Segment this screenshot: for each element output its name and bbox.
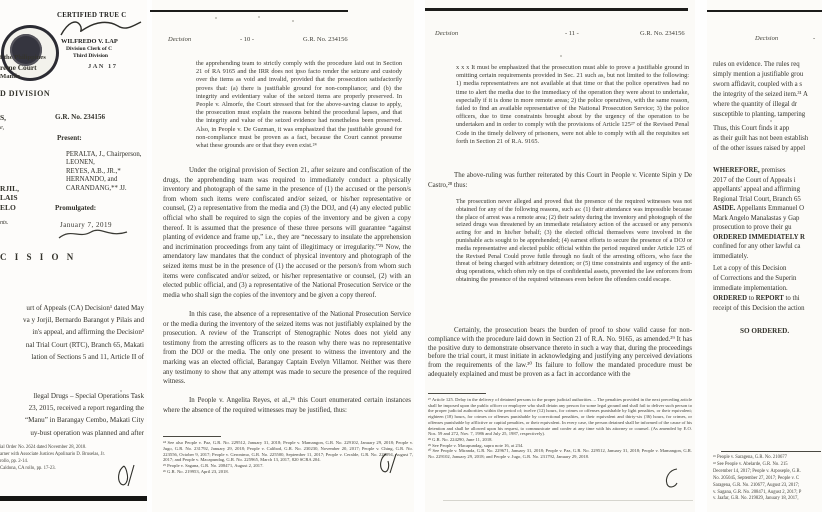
date-received-stamp: JAN 17: [88, 63, 118, 70]
scan-speckle: [120, 390, 122, 392]
text-line: rollo, pp. 2-14.: [0, 459, 28, 464]
body-paragraph: Certainly, the prosecution bears the burden of proof to show valid cause for non-compliance with the procedure laid down in Section 21 of R.A. No. 9165, as amended.²⁹ It has the positive duty to demonstrate observance thereto in such a way that, during the proceedings before the trial court, it must initiate in acknowledging and justifying any perceived deviations from the requirements of the law.³⁰ Its failure to follow the mandated procedure must be adequately explained and must be proven as a fact in accordance with the: [428, 327, 692, 378]
footnote-separator: [163, 436, 221, 437]
text-line: simply mention a justifiable grou: [713, 71, 804, 78]
gr-number: G.R. No. 234156: [55, 113, 106, 121]
caption-fragment: S,: [0, 113, 7, 122]
scan-top-edge: [707, 10, 822, 12]
page-paraph-signature: [663, 466, 681, 490]
body-fragment-paragraph: [0, 302, 144, 363]
dispositive-line: Mark Angelo Manalastas y Gap: [713, 214, 800, 222]
text-line: ²⁹ See People v. Macapundag, supra note 16, at 234.: [428, 442, 524, 448]
text-line: ³² See People v. Abelarde, G.R. No. 215: [713, 461, 788, 467]
ordered-released-keyword: ORDERED IMMEDIATELY R: [713, 233, 805, 241]
text-line: Caldona, CA rollo, pp. 17-23.: [0, 466, 56, 471]
text-line: “Manu” in Barangay Cembo, Makati City: [25, 416, 144, 425]
caption-fragment: LAIS: [0, 193, 18, 202]
clerk-signature: [58, 17, 144, 39]
wherefore-keyword: WHEREFORE,: [713, 167, 760, 174]
ordered-keyword: ORDERED: [713, 295, 747, 302]
scan-speckle: [258, 16, 260, 18]
text-line: Thus, this Court finds it app: [713, 125, 790, 132]
footnotes: [163, 440, 413, 475]
body-fragment-paragraph: [713, 60, 808, 120]
caption-fragment: nts.: [0, 220, 9, 226]
text-line: No. 205045, September 27, 2017; People v. C: [713, 475, 800, 481]
dispositive-line: Regional Trial Court, Branch 65: [713, 195, 801, 203]
page-paraph-signature: [114, 463, 136, 489]
text-line: nal Trial Court (RTC), Branch 65, Makati: [25, 340, 144, 349]
text-line: in's appeal, and affirming the Decision²: [32, 328, 144, 337]
clerk-division: Third Division: [73, 53, 108, 59]
letterhead-manila: Manila: [0, 73, 21, 80]
letterhead-supreme-court: reme Court: [0, 63, 37, 72]
scan-top-edge: [150, 10, 348, 12]
footnote-separator: [721, 451, 821, 452]
page-12-scan: [707, 0, 822, 512]
aside-keyword: ASIDE.: [713, 205, 736, 212]
header-page-number: - 11 -: [565, 30, 579, 37]
scan-speckle: [292, 20, 294, 22]
implementation-line: immediate implementation.: [713, 285, 788, 292]
implementation-line: of Corrections and the Superin: [713, 275, 797, 282]
implementation-paragraph: [713, 264, 805, 314]
dispositive-paragraph: [713, 166, 805, 261]
certified-true-copy-stamp: CERTIFIED TRUE C: [57, 12, 127, 19]
page-paraph-signature: [377, 452, 397, 476]
caption-fragment: ELO: [0, 203, 16, 212]
page-11-scan: [425, 0, 695, 512]
implementation-line: Let a copy of this Decision: [713, 265, 787, 272]
text-line: HERNANDO, and: [66, 176, 118, 184]
header-doc-type: Decision: [168, 36, 192, 43]
seal-inner: [10, 34, 42, 66]
implementation-line: to thi: [783, 295, 800, 302]
text-line: ³¹ People v. Saragena, G.R. No. 210677: [713, 455, 787, 460]
text-line: llegal Drugs – Special Operations Task: [33, 392, 144, 400]
footnotes-fragment: [713, 455, 801, 503]
block-quote: x x x It must be emphasized that the prosecution must able to prove a justifiable ground in omitting certain requirements provided in Sec. 21 such as, but not limited to the following: 1) media representatives are not available at that time or that the police operatives had no time to alert the media due to the immediacy of the operation they were about to undertake, especially if it is done in more remote areas; 2) the police operatives, with the same reason, failed to find an available representative of the National Prosecution Service; 3) the police officers, due to time constraints brought about by the urgency of the operation to be undertaken and in order to comply with the provisions of Article 125²⁷ of the Revised Penal Code in the timely delivery of prisoners, were not able to comply with all the requisites set forth in Section 21 of R.A. 9165.: [456, 64, 689, 145]
justices-list: [66, 151, 141, 193]
text-line: ²⁶ G.R. No. 219953, April 23, 2018.: [163, 468, 229, 474]
block-quote: The prosecution never alleged and proved that the presence of the required witnesses was not obtained for any of the following reasons, such as: (1) their attendance was impossible because the place of arrest was a remote area; (2) their safety during the inventory and photograph of the seized drugs was threatened by an immediate retaliatory action of the accused or any person/s acting for and in his/her behalf; (3) the elected official themselves were involved in the punishable acts sought to be apprehended; (4) earnest efforts to secure the presence of a DOJ or media representative and elected public official within the period required under Article 125 of the Revised Penal Could prove futile through no fault of the arresting officers, who face the threat of being charged with arbitrary detention; or (5) time constraints and urgency of the anti-drug operations, which often rely on tips of confidential assets, prevented the law enforcers from obtaining the presence of the required witnesses even before the offenders could escape.: [456, 199, 692, 283]
text-line: of the other issues raised by appel: [713, 145, 806, 152]
header-page-number: - 10 -: [240, 36, 255, 43]
text-line: va y Jorjil, Bernardo Barangot y Pilais and: [23, 316, 144, 325]
dispositive-line: appellants' appeal and affirming: [713, 186, 800, 193]
letterhead-republic: f the Philippines: [0, 54, 46, 61]
present-label: Present:: [57, 134, 82, 142]
body-fragment-paragraph: [713, 124, 808, 154]
text-line: uy-bust operation was planned and after: [30, 428, 144, 437]
division-heading: D DIVISION: [0, 89, 51, 98]
text-line: December 14, 2017; People v. Arposeple, G.R.: [713, 468, 801, 474]
promulgation-date: January 7, 2019: [60, 221, 113, 229]
text-line: where the quantity of illegal dr: [713, 101, 797, 108]
scan-speckle: [560, 55, 562, 57]
text-line: ²⁵ People v. Sagana, G.R. No. 208471, August 2, 2017.: [163, 463, 264, 469]
page-title-scan: [0, 0, 147, 512]
clerk-name: WILFREDO V. LAP: [61, 38, 118, 45]
header-page-fragment: -: [813, 35, 816, 42]
clerk-title: Division Clerk of C: [66, 46, 113, 52]
text-line: CARANDANG,** JJ.: [66, 184, 127, 192]
text-line: rules on evidence. The rules req: [713, 61, 800, 68]
header-gr-number: G.R. No. 234156: [640, 30, 685, 37]
promulgated-label: Promulgated:: [55, 204, 97, 212]
scan-speckle: [215, 17, 217, 19]
text-line: arner with Associate Justices Apolinario D. Bruselas, Jr.: [0, 452, 105, 457]
text-line: REYES, A.B., JR.,*: [66, 167, 121, 175]
dispositive-line: immediately.: [713, 252, 749, 260]
text-line: ³⁰ See People v. Miranda, G.R. No. 229671, January 31, 2018; People v. Paz, G.R. No. 229512, January 31, 2018; People v. Mamangon, G.R. No. 229102, January 29, 2018; and People v. Jugo, G.R. No. 231792, January 29, 2018.: [428, 448, 692, 460]
scan-bottom-bar: [0, 496, 147, 501]
decision-heading-fragment: C I S I O N: [0, 252, 77, 262]
text-line: as their guilt has not been establish: [713, 135, 809, 142]
text-line: sworn affidavit, coupled with a s: [713, 81, 802, 88]
text-line: lation of Sections 5 and 11, Article II of: [31, 352, 144, 361]
body-paragraph: The above-ruling was further reiterated by this Court in People v. Vicente Sipin y De Castro,²⁸ thus:: [428, 172, 692, 189]
scan-speckle: [770, 120, 772, 122]
header-doc-type: Decision: [435, 30, 459, 37]
report-keyword: REPORT: [755, 295, 784, 302]
text-line: ²⁷ Article 125. Delay in the delivery of detained persons to the proper judicial authorities. – The penalties provided in the next preceding article shall be imposed upon the public officer or employee who shall detain any person for some legal ground and shall fail to deliver such person to the proper judicial authorities within the period of; twelve (12) hours, for crimes or offenses punishable by light penalties, or their equivalent; eighteen (18) hours, for crimes or offenses punishable by correctional penalties, or their equivalent and thirty-six (36) hours, for crimes, or offenses punishable by afflictive or capital penalties, or their equivalent. In every case, the person detained shall be informed of the cause of his detention and shall be allowed upon his request, to communicate and confer at any time with his attorney or counsel. (As amended by E.O. Nos. 59 and 272, Nov. 7, 1986 and July 25, 1987, respectively).: [428, 397, 692, 437]
footnotes: [428, 397, 692, 460]
caption-fragment: e,: [0, 125, 5, 131]
header-gr-number: G.R. No. 234156: [303, 36, 348, 43]
body-paragraph: In this case, the absence of a representative of the National Prosecution Service or the media during the inventory of the seized items was not justifiably explained by the prosecution. A review of the Transcript of Stenographic Notes does not yield any testimony from the arresting officers as to the reason why there was no representative from the DOJ or the media. The only one present to witness the inventory and the marking was an elected official, Barangay Captain Evelyn Villamor. Neither was there any testimony to show that any attempt was made to secure the presence of the required witness.: [163, 311, 411, 386]
text-line: 23, 2015, received a report regarding the: [28, 404, 144, 413]
dispositive-line: confined for any other lawful ca: [713, 243, 801, 250]
header-doc-type: Decision: [755, 35, 779, 42]
text-line: ²⁴ See also People v. Paz, G.R. No. 229512, January 31, 2018; People v. Mamangon, G.R. No. 229102, January 29, 2018; People v. Jugo, G.R. No. 231792, January 29, 2018; People v. Calibod, G.R. No. 230230, November 20, 2017; People v. Ching, G.R. No. 223556, October 9, 2017; People v. Geronimo, G.R. No. 225500, September 11, 2017; People v. Ceralde, G.R. No. 228894, August 7, 2017; and People v. Macapundag, G.R. No. 225965, March 13, 2017, 820 SCRA 204.: [163, 440, 413, 463]
implementation-line: to: [747, 295, 756, 302]
body-paragraph: In People v. Angelita Reyes, et al.,²⁶ this Court enumerated certain instances where the absence of the required witnesses may be justified, thus:: [163, 397, 411, 414]
dispositive-line: prosecution to prove their gu: [713, 224, 792, 231]
body-fragment-paragraph: [0, 390, 144, 439]
so-ordered: SO ORDERED.: [740, 327, 790, 335]
page-10-scan: [152, 0, 414, 512]
text-line: LEONEN,: [66, 159, 95, 167]
footnotes-fragment: [0, 444, 105, 472]
footnote-separator: [428, 393, 486, 394]
text-line: Saragena, G.R. No. 210677, August 23, 2017;: [713, 482, 800, 488]
dispositive-line: 2017 of the Court of Appeals i: [713, 176, 796, 184]
implementation-line: receipt of this Decision the action: [713, 305, 805, 312]
scan-top-edge: [425, 8, 688, 11]
text-line: ial Order No. 2624 dated November 28, 2018.: [0, 445, 87, 450]
body-paragraph: Under the original provision of Section 21, after seizure and confiscation of the drugs, the apprehending team was required to immediately conduct a physically inventory and photograph of the same in the presence of (1) the accused or the person/s from whom such items were confiscated and/or seized, or his/her representative or counsel, (2) a representative from the media and (3) the DOJ, and (4) any elected public official who shall be required to sign the copies of the inventory and be given a copy thereof. It is assumed that the presence of these three persons will guarantee “against planting of evidence and frame up,” i.e., they are “necessary to insulate the apprehension and incrimination proceedings from any taint of illegitimacy or irregularity.”²⁵ Now, the amendatory law mandates that the conduct of physical inventory and photograph of the seized items must be in the presence of (1) the accused or the person/s from whom such items were confiscated and/or seized, or his/her representative or counsel, (2) with an elected public official, and (3) a representative of the National Prosecution Service or the media who shall sign the copies of the inventory and be given a copy thereof.: [163, 167, 411, 299]
promulgation-signature: [57, 226, 129, 242]
dispositive-line: premises: [759, 167, 786, 174]
text-line: susceptible to planting, tampering: [713, 111, 806, 118]
dispositive-line: Appellants Emmanuel O: [735, 205, 805, 212]
caption-fragment: RJIL,: [0, 184, 19, 193]
block-quote: the apprehending team to strictly comply with the procedure laid out in Section 21 of RA 9165 and the IRR does not ipso facto render the seizure and custody over the items as void and invalid, provided that the prosecution satisfactorily proves that: (a) there is justifiable ground for non-compliance; and (b) the integrity and evidentiary value of the seized items are properly preserved. In People v. Almorfe, the Court stressed that for the above-saving clause to apply, the prosecution must explain the reasons behind the procedural lapses, and that the integrity and value of the seized evidence had nonetheless been preserved. Also, in People v. De Guzman, it was emphasized that the justifiable ground for non-compliance must be proven as a fact, because the Court cannot presume what these grounds are or that they even exist.²⁴: [196, 60, 402, 150]
text-line: v. Sagana, G.R. No. 208471, August 2, 2017; P: [713, 489, 802, 495]
text-line: ²⁸ G.R. No. 224290, June 11, 2018.: [428, 436, 493, 442]
text-line: PERALTA, J., Chairperson,: [66, 151, 142, 158]
page-bottom-edge: [443, 500, 693, 501]
text-line: urt of Appeals (CA) Decision¹ dated May: [26, 304, 144, 312]
text-line: v. Jaafar, G.R. No. 219829, January 18, 2017,: [713, 496, 799, 502]
text-line: the integrity of the seized item.³¹ A: [713, 91, 808, 98]
